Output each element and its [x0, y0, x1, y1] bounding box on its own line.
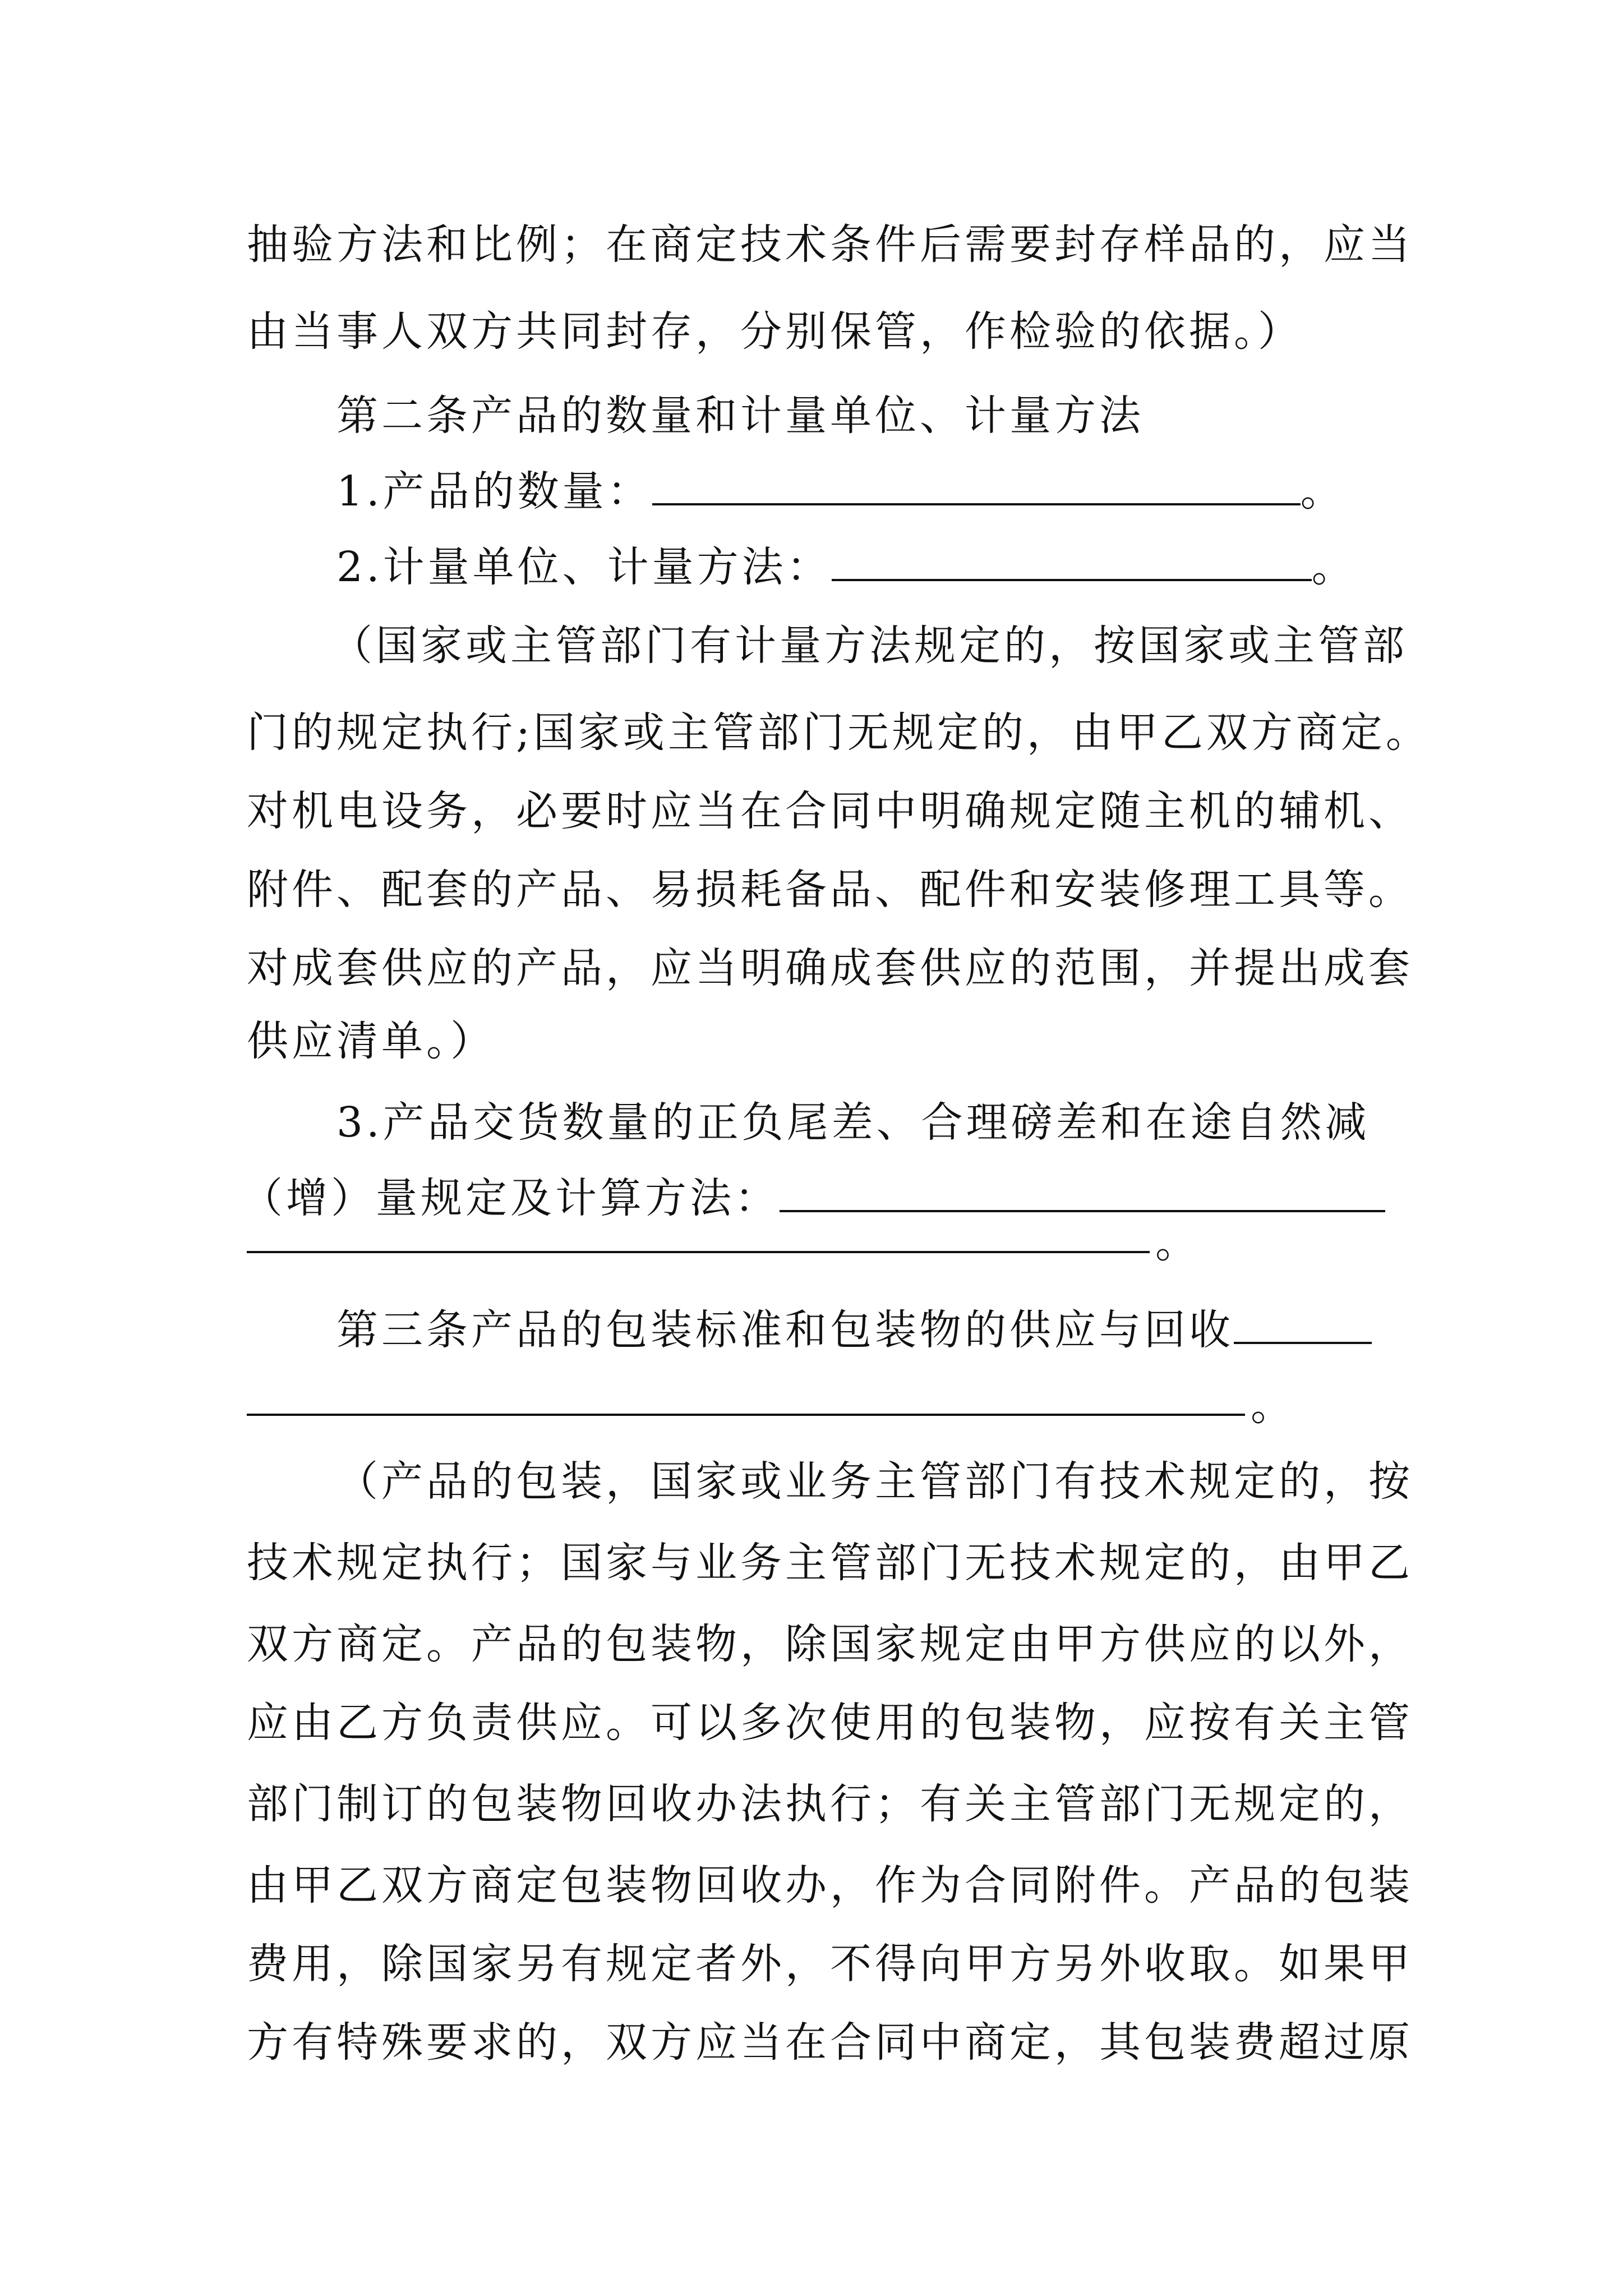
paragraph-line: 对机电设务，必要时应当在合同中明确规定随主机的辅机、 — [247, 787, 1413, 835]
paragraph-line: 方有特殊要求的，双方应当在合同中商定，其包装费超过原 — [247, 2018, 1413, 2067]
blank-field[interactable] — [247, 1251, 1150, 1253]
form-line — [241, 1170, 1385, 1226]
article-heading — [336, 1302, 1372, 1358]
line-end-mark: 。 — [1251, 1382, 1295, 1430]
paragraph-line: （产品的包装，国家或业务主管部门有技术规定的，按 — [336, 1457, 1413, 1506]
paragraph-line: 门的规定执行;国家或主管部门无规定的，由甲乙双方商定。 — [247, 708, 1431, 757]
paragraph-line: 附件、配套的产品、易损耗备品、配件和安装修理工具等。 — [247, 866, 1413, 914]
paragraph-line: 供应清单。） — [247, 1017, 495, 1065]
paragraph-line: 费用，除国家另有规定者外，不得向甲方另外收取。如果甲 — [247, 1940, 1413, 1988]
field-label: 2.计量单位、计量方法： — [336, 543, 832, 591]
blank-field[interactable] — [1234, 1303, 1372, 1344]
blank-field[interactable] — [780, 1171, 1385, 1212]
blank-field[interactable] — [247, 1414, 1245, 1416]
paragraph-line: 对成套供应的产品，应当明确成套供应的范围，并提出成套 — [247, 944, 1413, 992]
field-label: （增）量规定及计算方法： — [241, 1174, 780, 1222]
line-end-mark: 。 — [1311, 543, 1357, 591]
article-heading-text: 第三条产品的包装标准和包装物的供应与回收 — [336, 1306, 1234, 1354]
paragraph-line: 双方商定。产品的包装物，除国家规定由甲方供应的以外， — [247, 1620, 1413, 1668]
field-label: 1.产品的数量： — [336, 467, 652, 516]
paragraph-line: 3.产品交货数量的正负尾差、合理磅差和在途自然减 — [336, 1098, 1370, 1147]
paragraph-line: （国家或主管部门有计量方法规定的，按国家或主管部 — [331, 622, 1408, 670]
blank-field[interactable] — [832, 540, 1312, 581]
paragraph-line: 部门制订的包装物回收办法执行；有关主管部门无规定的， — [247, 1780, 1413, 1828]
paragraph-line: 由当事人双方共同封存，分别保管，作检验的依据。） — [247, 307, 1303, 356]
article-heading: 第二条产品的数量和计量单位、计量方法 — [336, 392, 1144, 440]
paragraph-line: 应由乙方负责供应。可以多次使用的包装物，应按有关主管 — [247, 1699, 1413, 1747]
paragraph-line: 抽验方法和比例；在商定技术条件后需要封存样品的，应当 — [247, 220, 1413, 269]
line-end-mark: 。 — [1300, 467, 1345, 516]
paragraph-line: 技术规定执行；国家与业务主管部门无技术规定的，由甲乙 — [247, 1539, 1413, 1587]
form-line — [336, 463, 1345, 519]
form-line — [336, 539, 1357, 595]
blank-field[interactable] — [652, 464, 1301, 505]
paragraph-line: 由甲乙双方商定包装物回收办，作为合同附件。产品的包装 — [247, 1861, 1413, 1910]
line-end-mark: 。 — [1155, 1219, 1200, 1267]
